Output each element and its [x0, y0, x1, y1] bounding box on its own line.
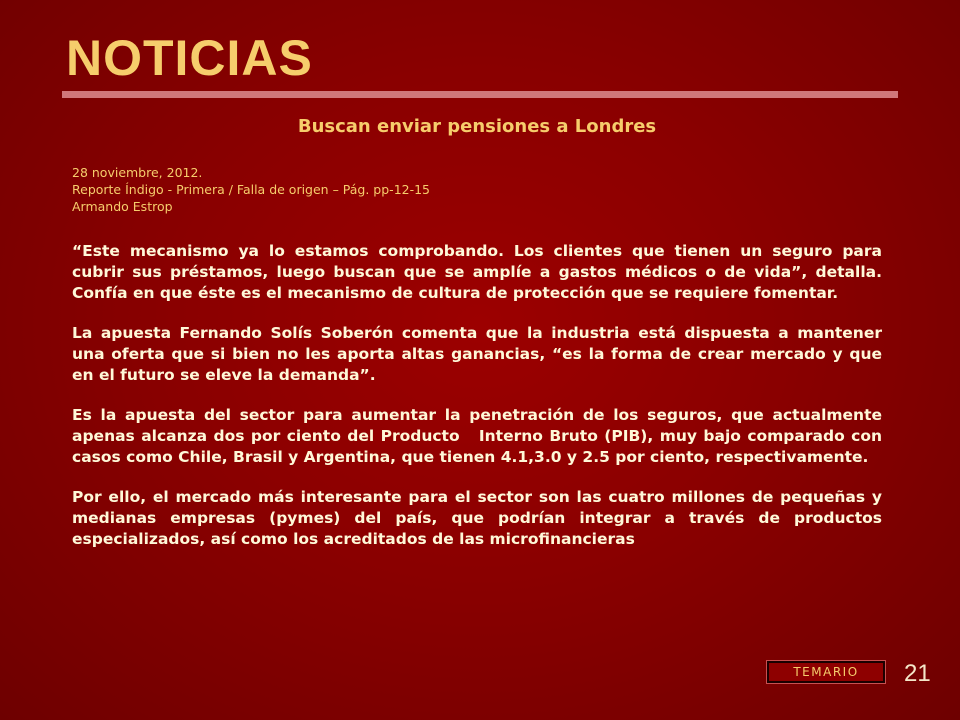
article-paragraph: Es la apuesta del sector para aumentar la penetración de los seguros, que actualmente apenas alcanza dos por ciento del Producto Interno Bruto (PIB), muy bajo comparado con casos como Chile, Brasil y Argentina, que tienen 4.1,3.0 y 2.5 por ciento, respectivamente.: [72, 406, 888, 466]
article-paragraph: “Este mecanismo ya lo estamos comprobando. Los clientes que tienen un seguro para cubrir sus préstamos, luego buscan que se amplíe a gastos médicos o de vida”, detalla. Confía en que éste es el mecanismo de cultura de protección que se requiere fomentar.: [72, 242, 882, 302]
temario-button[interactable]: TEMARIO: [767, 661, 885, 683]
article-author: Armando Estrop: [72, 199, 173, 214]
article-headline: Buscan enviar pensiones a Londres: [297, 116, 657, 137]
article-date: 28 noviembre, 2012.: [72, 165, 203, 180]
article-paragraph: Por ello, el mercado más interesante para el sector son las cuatro millones de pequeñas y medianas empresas (pymes) del país, que podrían integrar a través de productos especializados, así como los acreditados de las microfinancieras: [72, 488, 882, 548]
article-body: [72, 241, 888, 569]
page-number: 21: [904, 660, 931, 687]
title-divider: [62, 91, 898, 98]
article-paragraph: La apuesta Fernando Solís Soberón comenta que la industria está dispuesta a mantener una oferta que si bien no les aporta altas ganancias, “es la forma de crear mercado y que en el futuro se eleve la demanda”.: [72, 324, 882, 384]
slide-title: NOTICIAS: [66, 30, 313, 86]
article-source: Reporte Índigo - Primera / Falla de origen – Pág. pp-12-15: [72, 182, 431, 197]
article-meta: [72, 164, 882, 215]
